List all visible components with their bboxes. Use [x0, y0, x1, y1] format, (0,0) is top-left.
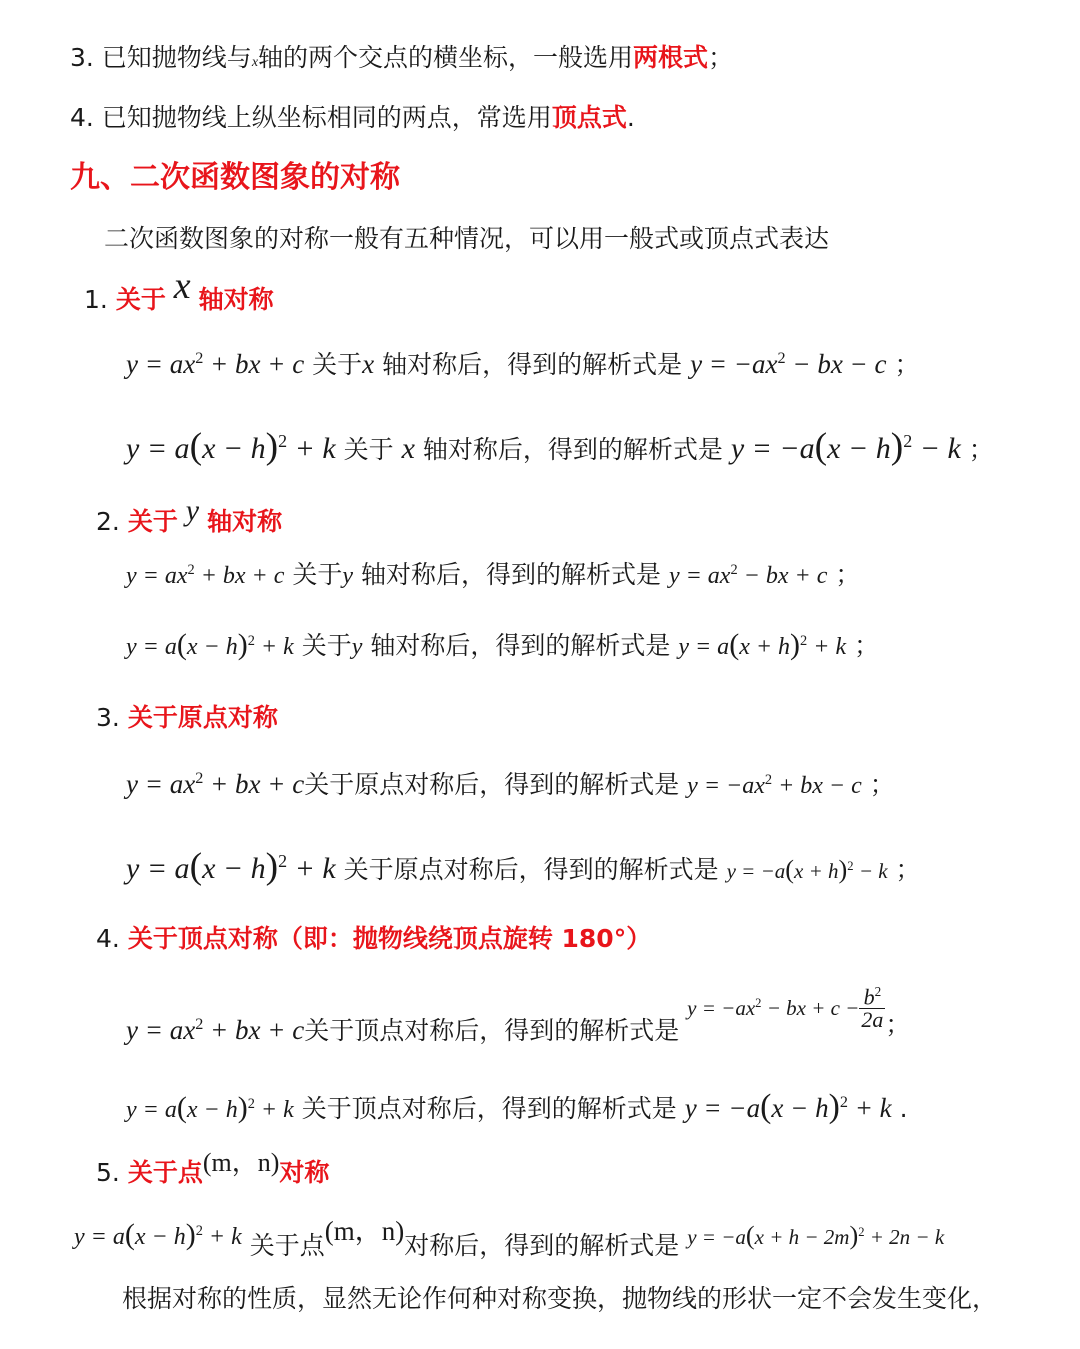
formula-2b-after: 轴对称后，得到的解析式是 — [370, 631, 671, 660]
subsection-2-var: y — [185, 494, 200, 527]
section-title: 九、二次函数图象的对称 — [70, 160, 400, 195]
math-vertex-form-4: $y = a(x - h)^2 + k$ — [126, 1091, 294, 1124]
formula-1b — [126, 428, 994, 466]
subsection-2-post: 轴对称 — [207, 507, 283, 536]
subsection-1-var: x — [173, 265, 191, 307]
math-result-4b: $y = -a(x - h)^2 + k$ — [684, 1088, 892, 1125]
math-result-2a: $y = ax^2$ − bx + c — [668, 562, 828, 589]
formula-1b-axis: x — [401, 432, 415, 465]
closing-paragraph: 根据对称的性质，显然无论作何种对称变换，抛物线的形状一定不会发生变化， — [122, 1284, 998, 1313]
subsection-1-title — [84, 265, 274, 315]
subsection-2-title — [96, 494, 283, 536]
subsection-5-num: 5. — [96, 1158, 120, 1187]
formula-4b-after: 关于顶点对称后，得到的解析式是 — [301, 1094, 677, 1123]
formula-4a-after: 关于顶点对称后，得到的解析式是 — [304, 1016, 680, 1046]
formula-2a-about: 关于 — [292, 560, 343, 589]
item3-highlight: 两根式 — [633, 43, 709, 72]
formula-2b-about: 关于 — [301, 631, 352, 660]
subsection-5-title — [96, 1148, 330, 1187]
math-general-form-3: $y = ax^2$ + bx + c — [126, 769, 305, 799]
formula-2a-after: 轴对称后，得到的解析式是 — [360, 560, 661, 589]
subsection-2-num: 2. — [96, 507, 120, 536]
math-result-4a: $y = -ax^2$ − bx + c − — [687, 996, 860, 1021]
formula-3a — [126, 770, 895, 798]
formula-4b — [126, 1090, 908, 1124]
formula-1a-about: 关于 — [312, 350, 363, 379]
formula-4a — [126, 984, 911, 1046]
formula-4a-end: ； — [885, 1010, 911, 1040]
formula-5-pre: 关于点 — [249, 1231, 325, 1260]
formula-1b-after: 轴对称后，得到的解析式是 — [422, 435, 723, 464]
formula-3b — [126, 848, 921, 886]
formula-2b-axis: y — [351, 634, 363, 660]
math-general-form: $y = ax^2$ + bx + c — [126, 349, 305, 379]
math-result-2b: $y = a(x + h)^2 + k$ — [678, 628, 847, 661]
formula-1a-end: ； — [894, 350, 920, 379]
math-vertex-form-5: $y = a(x - h)^2 + k$ — [74, 1218, 242, 1251]
formula-2a-end: ； — [835, 560, 861, 589]
formula-3b-after: 关于原点对称后，得到的解析式是 — [343, 855, 719, 884]
subsection-1-post: 轴对称 — [198, 285, 274, 314]
subsection-3-title — [96, 705, 278, 730]
item3-mid: 轴的两个交点的横坐标，一般选用 — [258, 43, 634, 72]
formula-1b-end: ； — [968, 435, 994, 464]
formula-1a-after: 轴对称后，得到的解析式是 — [382, 350, 683, 379]
math-fraction-b2-2a: $\frac{b^2}{2a}$ — [861, 984, 884, 1033]
item3-suffix: ； — [708, 43, 734, 72]
math-general-form-2: $y = ax^2$ + bx + c — [126, 562, 285, 589]
formula-5-point: (m，n) — [324, 1216, 405, 1246]
formula-4b-end: . — [899, 1094, 908, 1123]
formula-5-after: 对称后，得到的解析式是 — [404, 1231, 680, 1260]
formula-1a-axis: x — [362, 349, 375, 379]
subsection-1-pre: 关于 — [115, 285, 166, 314]
section-intro: 二次函数图象的对称一般有五种情况，可以用一般式或顶点式表达 — [104, 224, 830, 253]
item4-highlight: 顶点式 — [551, 103, 627, 132]
math-result-1b: $y = -a(x - h)^2 - k$ — [730, 426, 961, 467]
formula-1a — [126, 350, 919, 378]
math-result-3b: $y = -a(x + h)^2 - k$ — [726, 855, 888, 884]
subsection-4-title — [96, 926, 651, 951]
formula-2b — [126, 630, 879, 660]
math-vertex-form: $y = a(x - h)^2 + k$ — [126, 426, 336, 467]
math-result-3a: $y = -ax^2$ + bx − c — [687, 772, 862, 799]
formula-3a-end: ； — [869, 770, 895, 799]
subsection-3-num: 3. — [96, 703, 120, 732]
math-result-1a: $y = -ax^2$ − bx − c — [690, 349, 887, 379]
formula-5 — [74, 1216, 945, 1260]
subsection-4-num: 4. — [96, 924, 120, 953]
math-general-form-4: $y = ax^2$ + bx + c — [126, 1015, 305, 1046]
math-result-5: $y = -a(x + h - 2m)^2 + 2n - k$ — [687, 1221, 945, 1250]
formula-2b-end: ； — [854, 631, 880, 660]
subsection-2-pre: 关于 — [127, 507, 178, 536]
formula-3a-after: 关于原点对称后，得到的解析式是 — [304, 770, 680, 799]
list-item-4 — [70, 105, 635, 130]
formula-1b-about: 关于 — [343, 435, 394, 464]
subsection-4-label: 关于顶点对称（即：抛物线绕顶点旋转 180°） — [127, 924, 652, 953]
formula-3b-end: ； — [895, 855, 921, 884]
item4-suffix: . — [626, 103, 635, 132]
item4-prefix: 4. 已知抛物线上纵坐标相同的两点，常选用 — [70, 103, 552, 132]
math-vertex-form-2: $y = a(x - h)^2 + k$ — [126, 628, 294, 661]
subsection-3-label: 关于原点对称 — [127, 703, 278, 732]
subsection-5-post: 对称 — [279, 1158, 330, 1187]
subsection-5-pre: 关于点 — [127, 1158, 203, 1187]
formula-2a — [126, 562, 860, 588]
subsection-1-num: 1. — [84, 285, 108, 314]
math-vertex-form-3: $y = a(x - h)^2 + k$ — [126, 846, 336, 887]
formula-2a-axis: y — [342, 563, 354, 589]
item3-axis-var: x — [251, 55, 259, 70]
list-item-3 — [70, 45, 733, 70]
item3-prefix: 3. 已知抛物线与 — [70, 43, 252, 72]
subsection-5-point: (m，n) — [202, 1148, 280, 1177]
